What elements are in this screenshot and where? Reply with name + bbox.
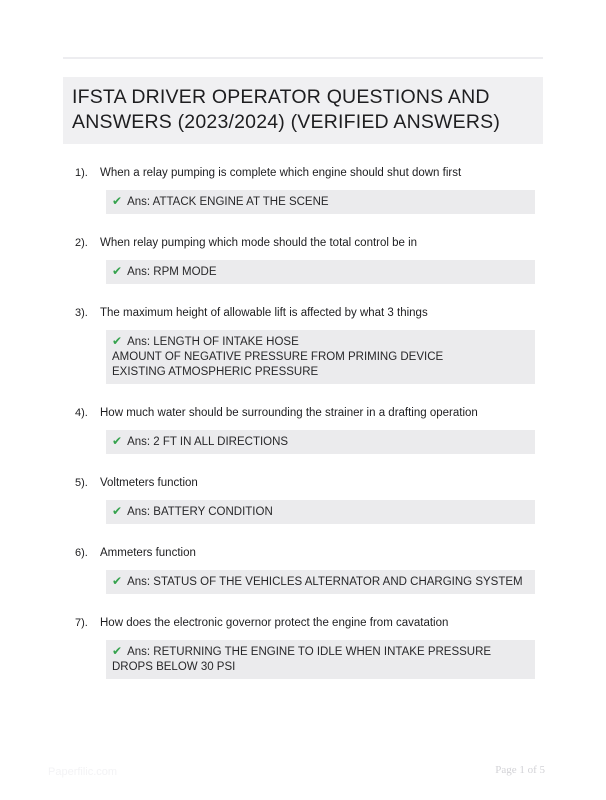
page-title bbox=[63, 77, 543, 144]
answer-text bbox=[127, 506, 273, 518]
question-text: Ammeters function bbox=[100, 547, 196, 559]
question-text: Voltmeters function bbox=[100, 477, 198, 489]
answer-box bbox=[106, 260, 535, 284]
question-row bbox=[63, 476, 543, 490]
question-text: How does the electronic governor protect the engine from cavatation bbox=[100, 617, 449, 629]
footer-watermark: Paperfilic.com bbox=[48, 766, 118, 778]
answer-box bbox=[106, 190, 535, 214]
question-text: The maximum height of allowable lift is affected by what 3 things bbox=[100, 307, 428, 319]
question-number: 4). bbox=[75, 407, 88, 419]
answer-box bbox=[106, 640, 535, 679]
answer-line: Ans: ATTACK ENGINE AT THE SCENE bbox=[127, 196, 329, 208]
question-row bbox=[63, 546, 543, 560]
answer-line: Ans: RPM MODE bbox=[127, 266, 217, 278]
check-icon: ✔ bbox=[112, 574, 123, 588]
answer-line: Ans: STATUS OF THE VEHICLES ALTERNATOR AND CHARGING SYSTEM bbox=[127, 576, 523, 588]
question-item bbox=[63, 306, 543, 384]
question-row bbox=[63, 166, 543, 180]
question-item bbox=[63, 616, 543, 679]
question-number: 7). bbox=[75, 617, 88, 629]
top-divider bbox=[63, 57, 543, 59]
page-title-line-1: IFSTA DRIVER OPERATOR QUESTIONS AND bbox=[72, 86, 490, 108]
answer-text bbox=[127, 266, 216, 278]
question-item bbox=[63, 406, 543, 454]
answer-line: AMOUNT OF NEGATIVE PRESSURE FROM PRIMING DEVICE bbox=[112, 351, 444, 363]
check-icon: ✔ bbox=[112, 194, 123, 208]
footer-page-number: Page 1 of 5 bbox=[495, 764, 545, 776]
answer-box bbox=[106, 430, 535, 454]
answer-line: Ans: BATTERY CONDITION bbox=[127, 506, 273, 518]
answer-line: Ans: RETURNING THE ENGINE TO IDLE WHEN INTAKE PRESSURE DROPS BELOW 30 PSI bbox=[112, 646, 492, 673]
answer-box bbox=[106, 570, 535, 594]
question-item bbox=[63, 166, 543, 214]
check-icon: ✔ bbox=[112, 644, 123, 658]
question-number: 2). bbox=[75, 237, 88, 249]
question-item bbox=[63, 236, 543, 284]
question-number: 1). bbox=[75, 167, 88, 179]
answer-text bbox=[112, 336, 443, 378]
answer-box bbox=[106, 500, 535, 524]
answer-line: EXISTING ATMOSPHERIC PRESSURE bbox=[112, 366, 319, 378]
answer-text bbox=[112, 646, 491, 673]
question-text: How much water should be surrounding the strainer in a drafting operation bbox=[100, 407, 478, 419]
question-row bbox=[63, 616, 543, 630]
question-row bbox=[63, 306, 543, 320]
question-item bbox=[63, 546, 543, 594]
question-number: 6). bbox=[75, 547, 88, 559]
question-number: 5). bbox=[75, 477, 88, 489]
question-text: When relay pumping which mode should the total control be in bbox=[100, 237, 418, 249]
question-row bbox=[63, 406, 543, 420]
answer-line: Ans: 2 FT IN ALL DIRECTIONS bbox=[127, 436, 289, 448]
answer-line: Ans: LENGTH OF INTAKE HOSE bbox=[127, 336, 299, 348]
answer-text bbox=[127, 436, 288, 448]
answer-box bbox=[106, 330, 535, 384]
question-item bbox=[63, 476, 543, 524]
check-icon: ✔ bbox=[112, 334, 123, 348]
answer-text bbox=[127, 576, 523, 588]
question-number: 3). bbox=[75, 307, 88, 319]
page-title-line-2: ANSWERS (2023/2024) (VERIFIED ANSWERS) bbox=[72, 111, 501, 133]
answer-text bbox=[127, 196, 329, 208]
check-icon: ✔ bbox=[112, 434, 123, 448]
question-text: When a relay pumping is complete which engine should shut down first bbox=[100, 167, 462, 179]
check-icon: ✔ bbox=[112, 264, 123, 278]
check-icon: ✔ bbox=[112, 504, 123, 518]
question-row bbox=[63, 236, 543, 250]
question-list bbox=[63, 166, 543, 701]
